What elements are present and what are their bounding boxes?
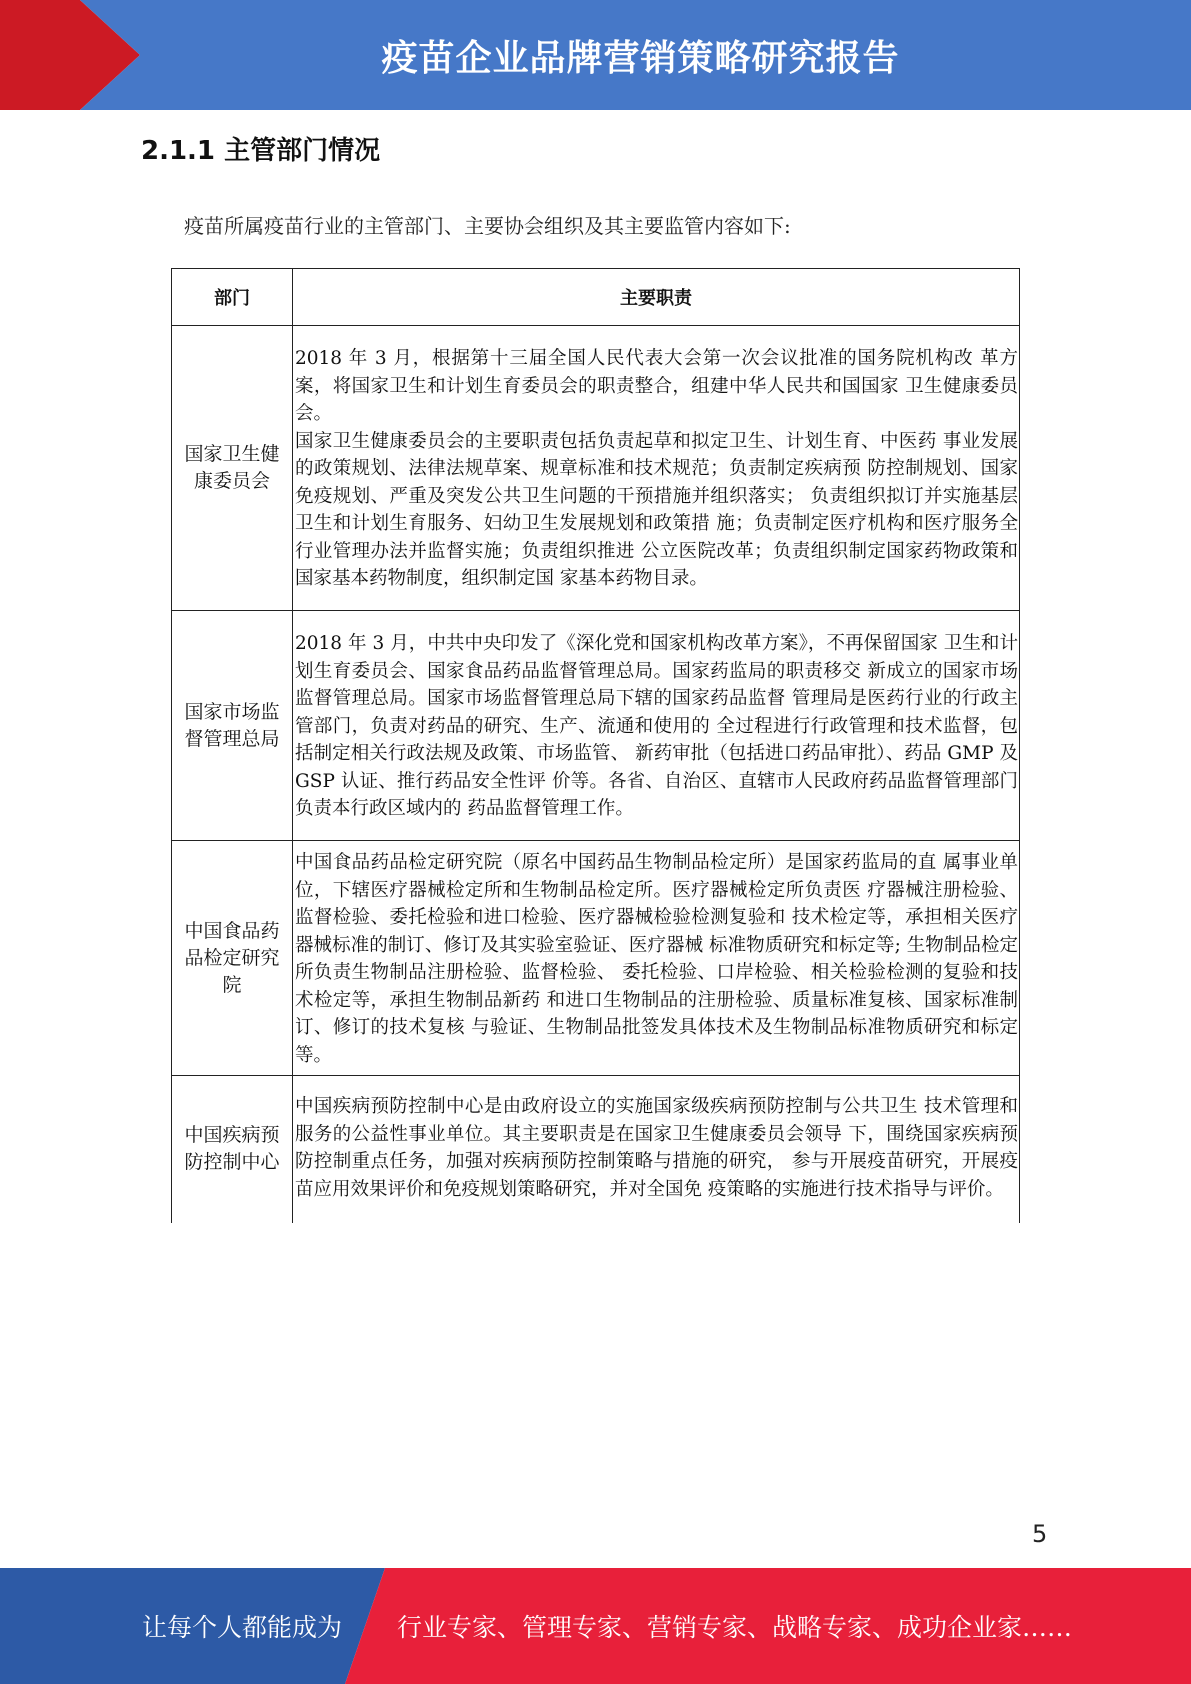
department-cell: 国家卫生健康委员会	[172, 326, 293, 611]
duties-paragraph: 中国疾病预防控制中心是由政府设立的实施国家级疾病预防控制与公共卫生 技术管理和服务的公益性事业单位。其主要职责是在国家卫生健康委员会领导 下，围绕国家疾病预防控制重点任务，加强对疾病预防控制策略与措施的研究， 参与开展疫苗研究，开展疫苗应用效果评价和免疫规划策略研究，并对全国免 疫策略的实施进行技术指导与评价。	[295, 1096, 1018, 1200]
footer-slogan-right: 行业专家、管理专家、营销专家、战略专家、成功企业家……	[397, 1613, 1073, 1642]
intro-paragraph: 疫苗所属疫苗行业的主管部门、主要协会组织及其主要监管内容如下:	[184, 214, 791, 238]
table-row	[172, 841, 1020, 1076]
section-heading: 2.1.1 主管部门情况	[141, 136, 381, 166]
column-header-department: 部门	[172, 269, 293, 326]
department-duties-table	[171, 268, 1019, 1223]
duties-paragraph: 2018 年 3 月，根据第十三届全国人民代表大会第一次会议批准的国务院机构改 革方案，将国家卫生和计划生育委员会的职责整合，组建中华人民共和国国家 卫生健康委员会。	[295, 348, 1018, 425]
duties-paragraph: 国家卫生健康委员会的主要职责包括负责起草和拟定卫生、计划生育、中医药 事业发展的政策规划、法律法规草案、规章标准和技术规范；负责制定疾病预 防控制规划、国家免疫规划、严重及突发公共卫生问题的干预措施并组织落实； 负责组织拟订并实施基层卫生和计划生育服务、妇幼卫生发展规划和政策措 施；负责制定医疗机构和医疗服务全行业管理办法并监督实施；负责组织推进 公立医院改革；负责组织制定国家药物政策和国家基本药物制度，组织制定国 家基本药物目录。	[295, 430, 1018, 590]
department-cell: 中国食品药品检定研究院	[172, 841, 293, 1076]
duties-cell	[293, 326, 1020, 611]
duties-cell	[293, 841, 1020, 1076]
page-footer	[0, 1568, 1191, 1684]
header-chevron-decoration	[0, 0, 150, 110]
department-cell: 国家市场监督管理总局	[172, 611, 293, 841]
footer-slogan-left: 让每个人都能成为	[142, 1613, 343, 1642]
column-header-duties: 主要职责	[293, 269, 1020, 326]
table-row	[172, 326, 1020, 611]
duties-cell	[293, 611, 1020, 841]
duties-paragraph: 2018 年 3 月，中共中央印发了《深化党和国家机构改革方案》，不再保留国家 卫生和计划生育委员会、国家食品药品监督管理总局。国家药监局的职责移交 新成立的国家市场监督管理总局。国家市场监督管理总局下辖的国家药品监督 管理局是医药行业的行政主管部门，负责对药品的研究、生产、流通和使用的 全过程进行行政管理和技术监督，包括制定相关行政法规及政策、市场监管、 新药审批（包括进口药品审批）、药品 GMP 及 GSP 认证、推行药品安全性评 价等。各省、自治区、直辖市人民政府药品监督管理部门负责本行政区域内的 药品监督管理工作。	[295, 633, 1018, 820]
table-row	[172, 611, 1020, 841]
duties-cell	[293, 1076, 1020, 1223]
table-header-row	[172, 269, 1020, 326]
report-title: 疫苗企业品牌营销策略研究报告	[381, 37, 900, 79]
page-number: 5	[1032, 1520, 1048, 1548]
duties-paragraph: 中国食品药品检定研究院（原名中国药品生物制品检定所）是国家药监局的直 属事业单位，下辖医疗器械检定所和生物制品检定所。医疗器械检定所负责医 疗器械注册检验、监督检验、委托检验和进口检验、医疗器械检验检测复验和 技术检定等，承担相关医疗器械标准的制订、修订及其实验室验证、医疗器械 标准物质研究和标定等; 生物制品检定所负责生物制品注册检验、监督检验、 委托检验、口岸检验、相关检验检测的复验和技术检定等，承担生物制品新药 和进口生物制品的注册检验、质量标准复核、国家标准制订、修订的技术复核 与验证、生物制品批签发具体技术及生物制品标准物质研究和标定等。	[295, 852, 1018, 1066]
table-row	[172, 1076, 1020, 1223]
page-header	[0, 0, 1191, 110]
department-cell: 中国疾病预防控制中心	[172, 1076, 293, 1223]
